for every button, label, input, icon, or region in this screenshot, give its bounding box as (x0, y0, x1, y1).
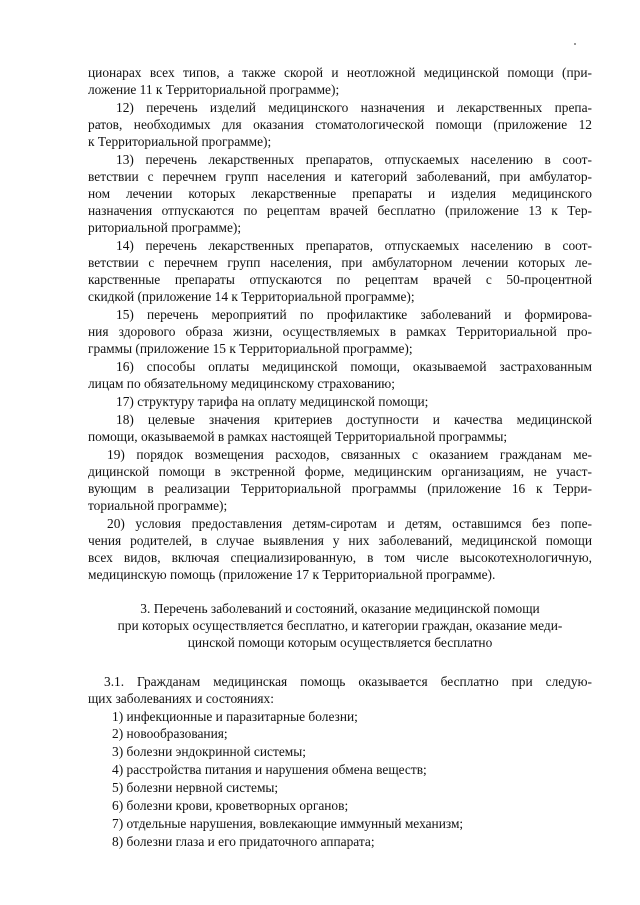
list-item-18: 18) целевые значения критериев доступности и качества медицинской (116, 412, 592, 427)
text-line: ном лечении которых лекарственные препараты и изделия медицинского (88, 186, 592, 201)
text-line: к Территориальной программе); (88, 134, 272, 149)
list-item-14: 14) перечень лекарственных препаратов, отпускаемых населению в соот- (116, 238, 592, 253)
text-line: щих заболеваниях и состояниях: (88, 691, 274, 706)
text-line: вующим в реализации Территориальной программы (приложение 16 к Терри- (88, 481, 592, 496)
disease-list-item: 8) болезни глаза и его придаточного аппарата; (112, 834, 375, 849)
text-line: скидкой (приложение 14 к Территориальной программе); (88, 289, 415, 304)
list-item-17: 17) структуру тарифа на оплату медицинской помощи; (116, 394, 429, 409)
text-line: назначения отпускаются по рецептам врачей бесплатно (приложение 13 к Тер- (88, 203, 592, 218)
list-item-13: 13) перечень лекарственных препаратов, отпускаемых населению в соот- (116, 152, 592, 167)
disease-list-item: 1) инфекционные и паразитарные болезни; (112, 709, 358, 724)
text-line: карственные препараты отпускаются по рецептам врачей с 50-процентной (88, 272, 592, 287)
paragraph-3-1: 3.1. Гражданам медицинская помощь оказывается бесплатно при следую- (104, 674, 592, 689)
text-line: ветствии с перечнем групп населения и категорий заболеваний, при амбулатор- (88, 169, 592, 184)
text-line: всех видов, включая специализированную, в том числе высокотехнологичную, (88, 550, 592, 565)
text-line: ния здорового образа жизни, осуществляемых в рамках Территориальной про- (88, 324, 592, 339)
disease-list-item: 4) расстройства питания и нарушения обмена веществ; (112, 762, 427, 777)
list-item-12: 12) перечень изделий медицинского назначения и лекарственных препа- (116, 100, 592, 115)
text-line: ционарах всех типов, а также скорой и неотложной медицинской помощи (при- (88, 65, 592, 80)
text-line: дицинской помощи в экстренной форме, медицинским организациям, не участ- (88, 464, 592, 479)
text-line: риториальной программе); (88, 220, 242, 235)
list-item-19: 19) порядок возмещения расходов, связанных с оказанием гражданам ме- (107, 447, 592, 462)
list-item-20: 20) условия предоставления детям-сиротам и детям, оставшимся без попе- (107, 516, 592, 531)
disease-list-item: 3) болезни эндокринной системы; (112, 744, 306, 759)
disease-list-item: 2) новообразования; (112, 726, 228, 741)
section-heading-line: при которых осуществляется бесплатно, и категории граждан, оказание меди- (117, 618, 563, 633)
disease-list-item: 5) болезни нервной системы; (112, 780, 279, 795)
text-line: ратов, необходимых для оказания стоматологической помощи (приложение 12 (88, 117, 592, 132)
section-heading-line: цинской помощи которым осуществляется бесплатно (187, 635, 493, 650)
text-line: помощи, оказываемой в рамках настоящей Территориальной программы; (88, 429, 508, 444)
list-item-15: 15) перечень мероприятий по профилактике заболеваний и формирова- (116, 307, 592, 322)
text-line: лицам по обязательному медицинскому страхованию; (88, 376, 395, 391)
disease-list-item: 7) отдельные нарушения, вовлекающие иммунный механизм; (112, 816, 464, 831)
text-line: ветствии с перечнем групп населения, при амбулаторном лечении которых ле- (88, 255, 592, 270)
text-line: граммы (приложение 15 к Территориальной программе); (88, 341, 413, 356)
text-line: ложение 11 к Территориальной программе); (88, 82, 340, 97)
scan-speck (574, 43, 576, 45)
text-line: медицинскую помощь (приложение 17 к Территориальной программе). (88, 567, 496, 582)
text-line: ториальной программе); (88, 498, 228, 513)
disease-list-item: 6) болезни крови, кроветворных органов; (112, 798, 349, 813)
text-line: чения родителей, в случае выявления у них заболеваний, медицинской помощи (88, 533, 592, 548)
list-item-16: 16) способы оплаты медицинской помощи, оказываемой застрахованным (116, 359, 592, 374)
section-heading-line: 3. Перечень заболеваний и состояний, оказание медицинской помощи (140, 601, 540, 616)
